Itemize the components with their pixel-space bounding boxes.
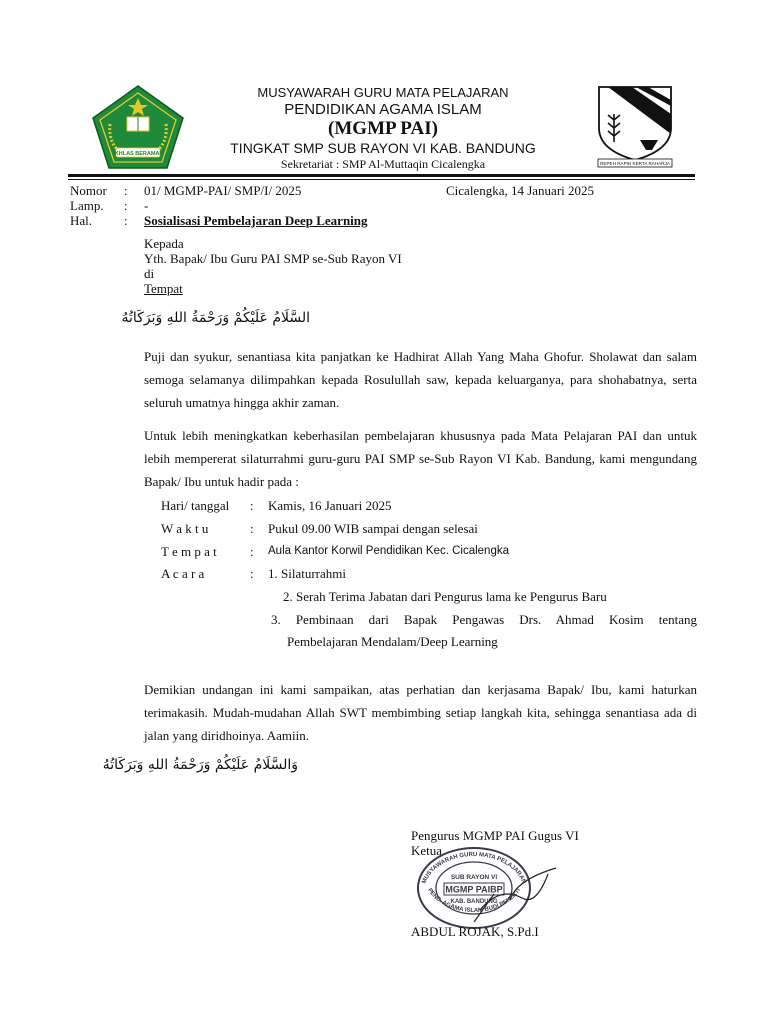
- lampiran-colon: :: [124, 198, 128, 213]
- header-line-2: PENDIDIKAN AGAMA ISLAM: [284, 101, 482, 118]
- header-divider-thin: [68, 179, 695, 180]
- letter-date: Cicalengka, 14 Januari 2025: [446, 183, 595, 198]
- header-secretariat: Sekretariat : SMP Al-Muttaqin Cicalengka: [280, 157, 486, 171]
- body-paragraph-2: Untuk lebih meningkatkan keberhasilan pembelajaran khususnya pada Mata Pelajaran PAI dan untuk lebih mempererat silaturrahmi guru-guru PAI SMP se-Sub Rayon VI Kab. Bandung, kami mengundang Bapak/ Ibu untuk hadir pada :: [144, 428, 697, 489]
- header-title: (MGMP PAI): [328, 118, 438, 139]
- stamp-ring-bottom: PEND. AGAMA ISLAM BUDI PEKERTI: [426, 887, 522, 914]
- acara-item-1: 1. Silaturrahmi: [268, 566, 346, 581]
- tempat-value: Aula Kantor Korwil Pendidikan Kec. Cicalengka: [268, 545, 509, 557]
- stamp-bottom-text: KAB. BANDUNG: [450, 899, 498, 905]
- acara-colon: :: [250, 566, 254, 581]
- greeting-arabic: السَّلَامُ عَلَيْكُمْ وَرَحْمَةُ اللهِ وَبَرَكَاتُهُ: [121, 310, 310, 326]
- body-paragraph-1: Puji dan syukur, senantiasa kita panjatkan ke Hadhirat Allah Yang Maha Ghofur. Sholawat dan salam semoga selamanya dilimpahkan kepada Rosulullah saw, kepada keluarganya, para shohabatnya, serta seluruh umatnya hingga akhir zaman.: [144, 349, 697, 410]
- stamp-center-text: MGMP PAIBP: [445, 884, 503, 895]
- tempat-colon: :: [250, 544, 254, 559]
- subject: Sosialisasi Pembelajaran Deep Learning: [144, 213, 368, 228]
- body-paragraph-3: Demikian undangan ini kami sampaikan, atas perhatian dan kerjasama Bapak/ Ibu, kami haturkan terimakasih. Mudah-mudahan Allah SWT membimbing setiap langkah kita, sehingga senantiasa ada di jalan yang diridhoinya. Aamiin.: [144, 682, 697, 743]
- nomor-value: 01/ MGMP-PAI/ SMP/I/ 2025: [144, 183, 302, 198]
- header-line-4: TINGKAT SMP SUB RAYON VI KAB. BANDUNG: [230, 140, 536, 156]
- nomor-colon: :: [124, 183, 128, 198]
- waktu-value: Pukul 09.00 WIB sampai dengan selesai: [268, 521, 478, 536]
- recipient-di: di: [144, 266, 155, 281]
- waktu-colon: :: [250, 521, 254, 536]
- recipient-place: Tempat: [144, 281, 183, 296]
- hari-colon: :: [250, 498, 254, 513]
- tempat-label: T e m p a t: [161, 544, 217, 559]
- kabupaten-bandung-logo: [596, 84, 674, 168]
- closing-arabic: وَالسَّلَامُ عَلَيْكُمْ وَرَحْمَةُ اللهِ وَبَرَكَاتُهُ: [102, 757, 298, 773]
- lampiran-label: Lamp.: [70, 198, 104, 213]
- hari-label: Hari/ tanggal: [161, 498, 230, 513]
- hal-colon: :: [124, 213, 128, 228]
- nomor-label: Nomor: [70, 183, 107, 198]
- stamp-ring-top: MUSYAWARAH GURU MATA PELAJARAN: [421, 851, 527, 885]
- left-logo-motto: IKHLAS BERAMAL: [113, 151, 163, 157]
- header-divider-thick: [68, 174, 695, 177]
- signature-role: Ketua: [411, 843, 443, 858]
- acara-label: A c a r a: [161, 566, 205, 581]
- hari-value: Kamis, 16 Januari 2025: [268, 498, 392, 513]
- waktu-label: W a k t u: [161, 521, 209, 536]
- kemenag-logo: [90, 84, 186, 170]
- recipient-kepada: Kepada: [144, 236, 184, 251]
- acara-item-2: 2. Serah Terima Jabatan dari Pengurus lama ke Pengurus Baru: [283, 589, 607, 604]
- hal-label: Hal.: [70, 213, 93, 228]
- signature-organization: Pengurus MGMP PAI Gugus VI: [411, 828, 579, 843]
- right-logo-motto: REPEH RAPIH KERTA RAHARJA: [600, 161, 670, 166]
- stamp-top-text: SUB RAYON VI: [450, 874, 498, 881]
- acara-item-3: 3. Pembinaan dari Bapak Pengawas Drs. Ahmad Kosim tentang: [271, 612, 697, 627]
- recipient-name: Yth. Bapak/ Ibu Guru PAI SMP se-Sub Rayon VI: [144, 251, 402, 266]
- header-line-1: MUSYAWARAH GURU MATA PELAJARAN: [257, 85, 509, 100]
- acara-item-3-continuation: Pembelajaran Mendalam/Deep Learning: [287, 634, 498, 649]
- signature-scribble: [470, 860, 560, 930]
- signatory-name: ABDUL ROJAK, S.Pd.I: [411, 924, 539, 939]
- lampiran-value: -: [144, 198, 149, 213]
